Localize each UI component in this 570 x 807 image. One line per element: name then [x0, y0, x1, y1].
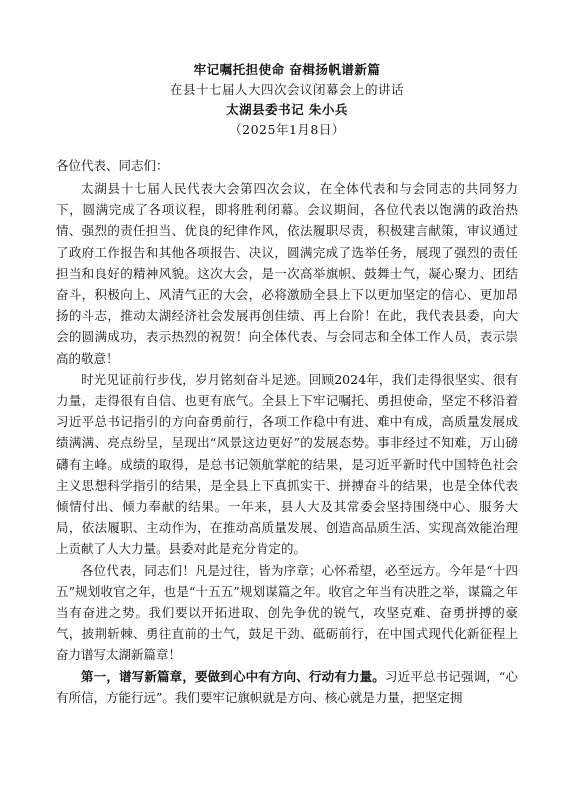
speech-date: （2025年1月8日）	[229, 122, 345, 137]
paragraph	[56, 666, 518, 708]
paragraph	[56, 178, 518, 369]
speaker-line: 太湖县委书记 朱小兵	[226, 102, 348, 117]
salutation: 各位代表、同志们：	[56, 158, 169, 173]
paragraph-bold-text: 第一，谱写新篇章，要做到心中有方向、行动有力量。	[81, 668, 385, 684]
paragraph	[56, 369, 518, 560]
paragraph-text: 太湖县十七届人民代表大会第四次会议，在全体代表和与会同志的共同努力下，圆满完成了各项议程，即将胜利闭幕。会议期间，各位代表以饱满的政治热情、强烈的责任担当、优良的纪律作风，依法履职尽责，积极建言献策，审议通过了政府工作报告和其他各项报告、决议，圆满完成了选举任务，展现了强烈的责任担当和良好的精神风貌。这次大会，是一次高举旗帜、鼓舞士气，凝心聚力、团结奋斗，积极向上、风清气正的大会，必将激励全县上下以更加坚定的信心、更加昂扬的斗志，推动太湖经济社会发展再创佳绩、再上台阶！在此，我代表县委，向大会的圆满成功，表示热烈的祝贺！向全体代表、与会同志和全体工作人员，表示崇高的敬意！	[56, 181, 518, 366]
paragraph	[56, 560, 518, 666]
speech-subtitle: 在县十七届人大四次会议闭幕会上的讲话	[169, 82, 404, 97]
paragraph-text: 各位代表，同志们！凡是过往，皆为序章；心怀希望，必至远方。今年是“十四五”规划收官之年，也是“十五五”规划谋篇之年。收官之年当有决胜之举，谋篇之年当有奋进之势。我们要以开拓进取、创先争优的锐气，攻坚克难、奋勇拼搏的豪气，披荆斩棘、勇往直前的士气，鼓足干劲、砥砺前行，在中国式现代化新征程上奋力谱写太湖新篇章！	[56, 562, 518, 663]
paragraph-text: 习近平总书记强调，“心有所信，方能行远”。我们要牢记旗帜就是方向、核心就是力量，把坚定拥	[56, 668, 518, 705]
paragraph-text: 成绩的取得，是总书记领航掌舵的结果，是习近平新时代中国特色社会主义思想科学指引的结果，是全县上下真抓实干、拼搏奋斗的结果，也是全体代表倾情付出、倾力奉献的结果。一年来，县人大及其常委会坚持围绕中心、服务大局，依法履职、主动作为，在推动高质量发展、创造高品质生活、实现高效能治理上贡献了人大力量。县委对此是充分肯定的。	[56, 456, 518, 557]
speech-header	[56, 60, 518, 140]
speech-body	[56, 178, 518, 708]
speech-title: 牢记嘱托担使命 奋楫扬帆谱新篇	[193, 62, 381, 77]
paragraph-text: 时光见证前行步伐，岁月铭刻奋斗足迹。回顾2024年，我们走得很坚实、很有力量，走得很有自信、也更有底气。全县上下牢记嘱托、勇担使命，坚定不移沿着习近平总书记指引的方向奋勇前行，各项工作稳中有进、难中有成，高质量发展成绩满满、亮点纷呈，呈现出“风景这边更好”的发展态势。事非经过不知难，万山磅礴有主峰。	[56, 371, 518, 472]
